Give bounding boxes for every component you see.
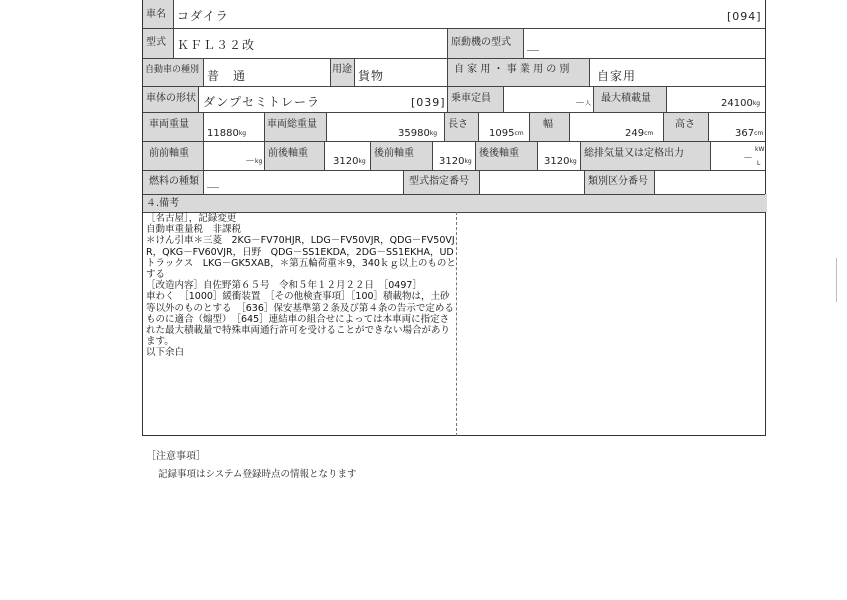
car-name-label: 車名	[146, 9, 166, 20]
rule	[143, 58, 765, 59]
rule	[447, 28, 448, 112]
rule	[198, 86, 199, 112]
vehicle-type-label: 自動車の種別	[145, 65, 200, 75]
length-value: 1095cm	[489, 128, 524, 139]
rule	[173, 0, 174, 58]
rule	[143, 86, 765, 87]
rule	[203, 58, 204, 86]
car-name-value: コダイラ	[177, 9, 229, 23]
fr-axle-label: 前後軸重	[268, 148, 308, 159]
rule	[569, 112, 570, 141]
rule	[326, 112, 327, 141]
rule	[710, 141, 711, 170]
rule	[370, 141, 371, 170]
rule	[654, 170, 655, 194]
type-designation-label: 型式指定番号	[409, 176, 469, 187]
rf-axle-label: 後前軸重	[374, 148, 414, 159]
displacement-unit-top: kW	[755, 146, 765, 153]
rf-axle-value: 3120kg	[439, 156, 472, 167]
rule	[403, 170, 404, 194]
ff-axle-value: －kg	[245, 156, 263, 167]
body-shape-label: 車体の形状	[146, 93, 196, 104]
rule	[708, 112, 709, 141]
use-type-label: 自 家 用 ・ 事 業 用 の 別	[454, 64, 570, 75]
notes-text: 記録事項はシステム登録時点の情報となります	[158, 469, 357, 480]
height-value: 367cm	[735, 128, 764, 139]
remarks-divider	[456, 212, 457, 436]
rr-axle-value: 3120kg	[544, 156, 577, 167]
rr-axle-label: 後後軸重	[479, 148, 519, 159]
vehicle-type-value: 普 通	[207, 69, 247, 83]
rule	[503, 86, 504, 112]
rule	[264, 112, 265, 170]
rule	[666, 86, 667, 112]
rule	[143, 28, 765, 29]
purpose-value: 貨物	[358, 69, 385, 83]
rule	[580, 141, 581, 170]
category-number-label: 類別区分番号	[588, 176, 648, 187]
rule	[537, 141, 538, 170]
gross-weight-label: 車両総重量	[267, 119, 317, 130]
rule	[584, 170, 585, 194]
rule	[354, 58, 355, 86]
label-bg	[143, 194, 767, 212]
max-load-value: 24100kg	[721, 98, 761, 109]
rule	[330, 58, 331, 86]
body-shape-code: [039]	[411, 96, 446, 109]
width-label: 幅	[543, 119, 553, 130]
length-label: 長さ	[448, 119, 468, 130]
rule	[475, 141, 476, 170]
vehicle-inspection-record	[142, 0, 766, 436]
rule	[143, 141, 765, 142]
ff-axle-label: 前前軸重	[149, 148, 189, 159]
car-name-code: [094]	[727, 10, 762, 23]
capacity-label: 乗車定員	[451, 93, 491, 104]
rule	[203, 112, 204, 194]
displacement-label: 総排気量又は定格出力	[584, 148, 684, 159]
use-type-value: 自家用	[597, 69, 637, 83]
rule	[479, 170, 480, 194]
width-value: 249cm	[625, 128, 654, 139]
rule	[589, 58, 590, 86]
rule	[143, 194, 765, 195]
rule	[478, 112, 479, 141]
remarks-text: ［名古屋］，記録変更 自動車重量税 非課税 ＊けん引車＊三菱 2KG－FV70HJR，LDG－FV50VJR，QDG－FV50VJR，QKG－FV60VJR，日野 QDG－SS1EKDA，2DG－SS1EKHA，UDトラックス LKG－GK5XAB，＊第五輪荷重＊9，340ｋｇ以上のものとする ［改造内容］自佐野第６５号 令和５年１２月２２日 ［0497］ 車わく ［1000］緩衝装置 ［その他検査事項］［100］積載物は，土砂等以外のものとする ［636］保安基準第２条及び第４条の告示で定めるものに適合（煽型） ［645］連結車の組合せによっては本車両に指定された最大積載量で特殊車両通行許可を受けることができない場合があります。 以下余白	[146, 213, 456, 359]
engine-model-label: 原動機の型式	[451, 37, 511, 48]
displacement-value: －	[743, 153, 753, 164]
model-value: ＫＦＬ３２改	[177, 38, 256, 52]
rule	[523, 28, 524, 58]
fr-axle-value: 3120kg	[333, 156, 366, 167]
rule	[593, 86, 594, 112]
remarks-title: ４.備考	[146, 198, 180, 209]
engine-model-value: ＿	[527, 38, 541, 52]
vehicle-weight-label: 車両重量	[149, 119, 189, 130]
gross-weight-value: 35980kg	[398, 128, 438, 139]
fuel-value: ＿	[207, 175, 221, 189]
rule	[143, 170, 765, 171]
displacement-unit-bottom: L	[757, 160, 761, 167]
max-load-label: 最大積載量	[601, 93, 651, 104]
rule	[143, 112, 765, 113]
height-label: 高さ	[675, 119, 695, 130]
model-label: 型式	[146, 37, 166, 48]
scan-edge-mark	[836, 258, 841, 302]
purpose-label: 用途	[332, 64, 352, 75]
notes-title: ［注意事項］	[146, 451, 206, 462]
rule	[432, 141, 433, 170]
rule	[529, 112, 530, 141]
vehicle-weight-value: 11880kg	[207, 128, 247, 139]
rule	[663, 112, 664, 141]
rule	[444, 112, 445, 141]
fuel-label: 燃料の種類	[149, 176, 199, 187]
rule	[324, 141, 325, 170]
capacity-value: －人	[575, 98, 592, 109]
body-shape-value: ダンプセミトレーラ	[203, 95, 321, 109]
